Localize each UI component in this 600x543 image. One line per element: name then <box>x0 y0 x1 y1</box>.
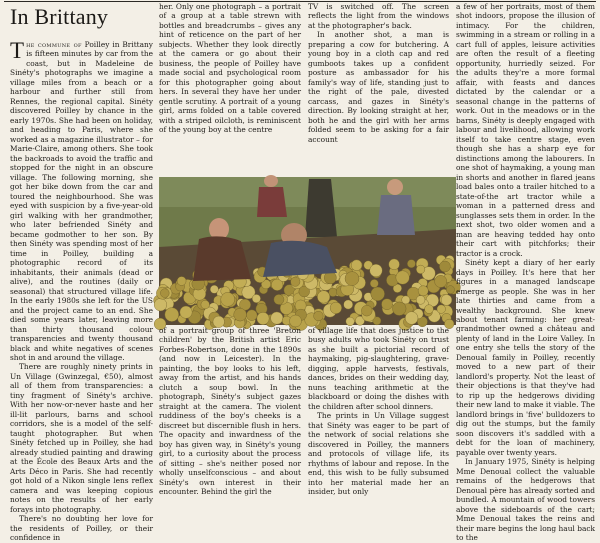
apple <box>370 279 378 287</box>
apple <box>345 272 359 286</box>
apple <box>317 291 330 304</box>
apple <box>396 271 410 285</box>
apple <box>330 302 342 314</box>
column-1-paragraph-2: There are roughly ninety prints in Un Village (Gwinzegal, €50), almost all of them from transparencies: a tiny fragment of Sinéty's archive. With her now-or-never haste and her ill-lit parlours, barns and school corridors, she is a model of the self-taught photographer. But when Sinéty fetched up in Poilley, she had already studied painting and drawing at the École des Beaux Arts and the Arts Déco in Paris. She had recently got hold of a Nikon single lens reflex camera and was keeping copious notes on the results of her early forays into photography. <box>10 362 153 514</box>
apple <box>274 294 284 304</box>
apple <box>180 306 192 318</box>
apple <box>361 305 372 316</box>
apple <box>257 312 269 324</box>
column-4-p3: In January 1975, Sinéty is helping Mme Denoual collect the valuable remains of the hedgerows that Denoual père has already sorted and bundled. A mountain of wood towers above the sideboards of the cart; Mme Denoual takes the reins and their mare begins the long haul back to the <box>456 457 595 543</box>
apple <box>210 285 218 293</box>
apple <box>446 286 454 294</box>
column-3-top-p1: TV is switched off. The screen reflects the light from the windows at the photographer's back. <box>308 2 449 30</box>
apple <box>246 310 257 321</box>
column-1-p1-text: Poilley in Brittany is fifteen minutes by car from the coast, but in Madeleine de Sinéty's photographs we imagine a village miles from a beach or a harbour and further still from Rennes, the regional capital. Sinéty discovered Poilley by chance in the early 1970s. She had been on holiday, and heading to Paris, where she worked as a magazine illustrator – for Marie-Claire, among others. She took the backroads to avoid the traffic and stopped for the night in an obscure village. The following morning, she got her bike down from the car and toured the neighbourhood. She was eyed with suspicion by a five-year-old girl walking with her grandmother, who later befriended Sinéty and became godmother to her son. By then Sinéty was spending most of her time in Poilley, building a photographic record of its inhabitants, their animals (dead or alive), and the routines (daily or seasonal) that structured village life. In the early 1980s she left for the US and the project came to an end. She died some years later, leaving more than thirty thousand colour transparencies and twenty thousand black and white negatives of scenes shot in and around the village. <box>10 40 153 362</box>
apple <box>177 277 186 286</box>
apple <box>441 295 452 306</box>
apple <box>252 294 260 302</box>
column-2-bottom-text: of a portrait group of three 'Breton children' by the British artist Eric Forbes-Robertson, done in the 1890s (and now in Leicester). In the painting, the boy looks to his left, away from the artist, and his hands clutch a soup bowl. In the photograph, Sinéty's subject gazes straight at the camera. The violent ruddiness of the boy's cheeks is a discreet but discernible flush in hers. The opacity and inwardness of the boy has given way, in Sinéty's young girl, to a curiosity about the process of sitting – she's neither posed nor wholly unselfconscious – and about Sinéty's own interest in their encounter. Behind the girl the <box>159 326 301 497</box>
apple <box>201 300 210 309</box>
apple <box>405 312 418 325</box>
apple <box>437 305 446 314</box>
column-3-bottom-p2: The prints in Un Village suggest that Sinéty was eager to be part of the network of social relations she discovered in Poilley, the manners and protocols of village life, its rhythms of labour and repose. In the end, this wish to be fully subsumed into her material made her an insider, but only <box>308 411 449 497</box>
apple <box>160 289 169 298</box>
column-3-bottom-p1: of village life that does justice to the busy adults who took Sinéty on trust as she built a pictorial record of haymaking, pig-slaughtering, grave-digging, apple harvests, festivals, dances, brides on their wedding day, nuns teaching arithmetic at the blackboard or doing the dishes with the children after school dinners. <box>308 326 449 411</box>
apple <box>221 292 235 306</box>
apple <box>439 261 450 272</box>
column-3-bottom <box>308 326 449 497</box>
column-1-paragraph-3: There's no doubting her love for the residents of Poilley, or their confidence in <box>10 514 153 543</box>
child-right-head <box>387 179 403 195</box>
apple <box>271 312 283 324</box>
apple <box>389 259 400 270</box>
column-2-top-text: her. Only one photograph – a portrait of a group at a table strewn with bottles and breadcrumbs – gives any hint of reticence on the part of her subjects. Whether they look directly at the camera or go about their business, the people of Poilley have made social and psychological room for this photographer going about hers. In several they have her under gentle scrutiny. A portrait of a young girl, arms folded on a table covered with a striped oilcloth, is reminiscent of the young boy at the centre <box>159 2 301 135</box>
child-right-body <box>377 195 415 235</box>
apple <box>416 265 425 274</box>
column-1 <box>10 38 153 543</box>
column-4-p1: a few of her portraits, most of them shot indoors, propose the illusion of intimacy. For the children, swimming in a stream or rolling in a cart full of apples, leisure activities are often the result of a fleeting opportunity, hurriedly seized. For the adults they're a more formal affair, with feasts and dances dictated by the calendar or a seasonal change in the patterns of work. Out in the meadows or in the barns, Sinéty is deeply engaged with labour and livelihood, allowing work itself to take centre stage, even though she has a sharp eye for distinctions among the labourers. In one shot of haymaking, a young man in shorts and another in flared jeans load bales onto a trailer hitched to a state-of-the art tractor while a woman in a patterned dress and sunglasses sets them in order. In the next shot, two older women and a man are heaving tedded hay onto their cart with pitchforks; their tractor is a crock. <box>456 2 595 258</box>
apple <box>344 300 353 309</box>
apple <box>393 302 407 316</box>
apple <box>370 264 383 277</box>
apple <box>382 299 393 310</box>
column-3-top <box>308 2 449 175</box>
apple <box>351 260 362 271</box>
photo-illustration <box>159 177 456 325</box>
column-4-p2: Sinéty kept a diary of her early days in Poilley. It's here that her figures in a managed landscape emerge as people. She was in her late thirties and came from a wealthy background. She knew about tenant farming: her great-grandmother owned a château and plenty of land in the Loire Valley. In one entry she tells the story of the Denoual family in Poilley, recently moved to a new part of their landlord's property. Not the least of their objections is that they've had to rip up the hedgerows dividing their new land to make it viable. The landlord brings in 'five' bulldozers to dig out the stumps, but the family soon discovers it's saddled with a debt for the loan of machinery, payable over twenty years. <box>456 258 595 457</box>
column-2-top <box>159 2 301 175</box>
apple <box>407 260 415 268</box>
photo-children-apple-cart <box>159 177 456 325</box>
column-2-bottom <box>159 326 301 497</box>
article-headline: In Brittany <box>10 4 109 29</box>
apple <box>291 277 300 286</box>
apple <box>154 298 167 311</box>
apple <box>314 311 324 321</box>
apple <box>425 305 434 314</box>
apple <box>234 308 247 321</box>
child-background-body <box>257 187 287 217</box>
apple <box>418 286 428 296</box>
apple <box>416 296 425 305</box>
lead-smallcaps: he commune of <box>26 40 82 49</box>
apple <box>346 317 355 326</box>
child-background-head <box>264 175 278 187</box>
apple <box>371 287 385 301</box>
apple <box>435 275 447 287</box>
apple <box>165 308 179 322</box>
column-1-paragraph-1 <box>10 40 153 362</box>
column-4 <box>456 2 595 543</box>
drop-cap: T <box>10 38 25 63</box>
column-3-top-p2: In another shot, a man is preparing a cow for butchering. A young boy in a cloth cap and red gumboots takes up a confident posture as ambassador for his family's way of life, standing just to the right of the pale, divested carcass, and gazes in Sinéty's direction. By looking straight at her, both he and the girl with her arms folded seem to be asking for a fair account <box>308 30 449 144</box>
